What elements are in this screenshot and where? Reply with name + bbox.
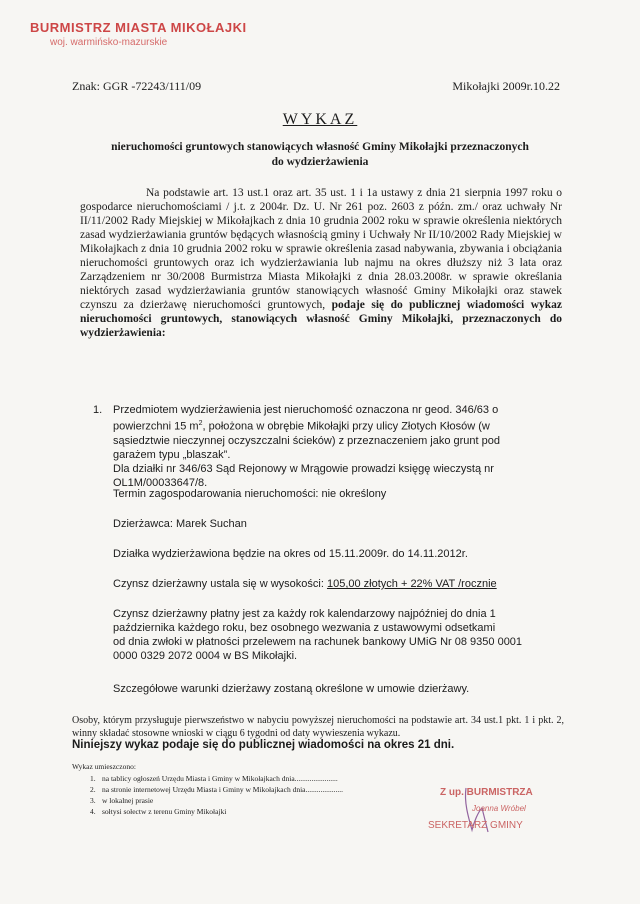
rent-prefix: Czynsz dzierżawny ustala się w wysokości: (113, 578, 327, 590)
payment-line-4: 0000 0329 2072 0004 w BS Mikołajki. (113, 650, 298, 662)
payment-line-3: od dnia zwłoki w płatności przelewem na rachunek bankowy UMiG Nr 08 9350 0001 (113, 636, 523, 648)
place-date: Mikołajki 2009r.10.22 (452, 79, 560, 93)
subtitle-line-2: do wydzierżawienia (271, 156, 369, 168)
item-number: 1. (93, 404, 103, 416)
signature-line-1: Z up. BURMISTRZA (440, 787, 533, 798)
item-line-6: OL1M/00033647/8. (113, 476, 208, 489)
displayed-item-text: na tablicy ogłoszeń Urzędu Miasta i Gminy w Mikołajkach dnia....................... (102, 774, 338, 783)
document-heading: WYKAZ (282, 111, 358, 128)
location-text: , położona w obrębie Mikołajki przy ulicy Złotych Kłosów (w (202, 420, 490, 433)
displayed-locations (72, 761, 343, 817)
stamp-line-1: BURMISTRZ MIASTA MIKOŁAJKI (30, 20, 247, 35)
item-line-1: Przedmiotem wydzierżawienia jest nieruchomość oznaczona nr geod. 346/63 o (113, 404, 499, 416)
reference-number: Znak: GGR -72243/111/09 (72, 79, 202, 93)
lease-conditions: Szczegółowe warunki dzierżawy zostaną określone w umowie dzierżawy. (113, 683, 470, 695)
item-line-2 (113, 417, 563, 434)
displayed-item-number: 1. (90, 774, 96, 783)
displayed-item-text: na stronie internetowej Urzędu Miasta i Gminy w Mikołajkach dnia.................... (102, 785, 343, 794)
publication-period: Niniejszy wykaz podaje się do publicznej wiadomości na okres 21 dni. (72, 739, 455, 751)
displayed-item-number: 3. (90, 796, 96, 805)
announcement-bold-text: podaje się do publicznej wiadomości wykaz nieruchomości gruntowych, stanowiących własność Gminy Mikołajki, przeznaczonych do wydzierżawienia: (80, 299, 563, 339)
signature-line-3: SEKRETARZ GMINY (428, 820, 523, 831)
displayed-item (72, 806, 343, 817)
subtitle-line-1: nieruchomości gruntowych stanowiących własność Gminy Mikołajki przeznaczonych (111, 141, 529, 153)
lease-period: Działka wydzierżawiona będzie na okres od 15.11.2009r. do 14.11.2012r. (113, 548, 468, 560)
rent-amount (113, 577, 563, 591)
displayed-header: Wykaz umieszczono: (72, 762, 136, 771)
tenant-name: Dzierżawca: Marek Suchan (113, 518, 247, 530)
legal-basis-paragraph (80, 186, 562, 340)
payment-line-2: października każdego roku, bez osobnego wezwania z ustawowymi odsetkami (113, 622, 496, 634)
priority-persons-note: Osoby, którym przysługuje pierwszeństwo w nabyciu powyższej nieruchomości na podstawie art. 34 ust.1 pkt. 1 i pkt. 2, winny składać stosowne wnioski w ciągu 6 tygodni od daty wywieszenia wykazu. (72, 715, 564, 739)
displayed-item (72, 773, 343, 784)
burmistrz-stamp (30, 20, 247, 48)
area-text: powierzchni 15 m (113, 420, 199, 433)
signature-line-2: Joanna Wróbel (472, 804, 526, 813)
payment-line-1: Czynsz dzierżawny płatny jest za każdy rok kalendarzowy najpóźniej do dnia 1 (113, 608, 496, 620)
displayed-item-number: 4. (90, 807, 96, 816)
signature-stamp (428, 782, 558, 842)
area-superscript: 2 (198, 420, 203, 427)
displayed-item-text: w lokalnej prasie (102, 796, 154, 805)
item-line-5: Dla działki nr 346/63 Sąd Rejonowy w Mrągowie prowadzi księgę wieczystą nr (113, 462, 494, 475)
legal-basis-text: Na podstawie art. 13 ust.1 oraz art. 35 ust. 1 i 1a ustawy z dnia 21 sierpnia 1997 roku o gospodarce nieruchomościami / j.t. z 2004r. Dz. U. Nr 261 poz. 2603 z późn. zm./ oraz uchwały Nr II/11/2002 Rady Miejskiej w Mikołajkach z dnia 10 grudnia 2002 roku w sprawie określenia niektórych zasad wydzierżawiania gruntów będących własnością gminy i Uchwały Nr II/10/2002 Rady Miejskiej w Mikołajkach z dnia 10 grudnia 2002 roku w sprawie określenia zasad nabywania, zbywania i obciążania nieruchomości gruntowych oraz ich wydzierżawiania lub najmu na okres dłuższy niż 3 lata oraz Zarządzeniem nr 30/2008 Burmistrza Miasta Mikołajki z dnia 28.03.2008r. w sprawie określania niektórych zasad wydzierżawiania gruntów stanowiących własność Gminy Mikołajki oraz stawek czynszu za dzierżawę nieruchomości gruntowych, (80, 187, 562, 311)
displayed-item-text: sołtysi sołectw z terenu Gminy Mikołajki (102, 807, 227, 816)
payment-terms (113, 607, 563, 663)
development-term: Termin zagospodarowania nieruchomości: nie określony (113, 488, 387, 500)
rent-value: 105,00 złotych + 22% VAT /rocznie (326, 578, 497, 590)
stamp-line-2: woj. warmińsko-mazurskie (50, 37, 168, 48)
displayed-item (72, 784, 343, 795)
item-1 (93, 403, 563, 490)
document-subtitle (80, 140, 560, 170)
item-line-3: sąsiedztwie nieczynnej oczyszczalni ścieków) z przeznaczeniem jako grunt pod (113, 434, 501, 447)
displayed-item-number: 2. (90, 785, 96, 794)
displayed-item (72, 795, 343, 806)
item-line-4: garażem typu „blaszak”. (113, 448, 231, 461)
